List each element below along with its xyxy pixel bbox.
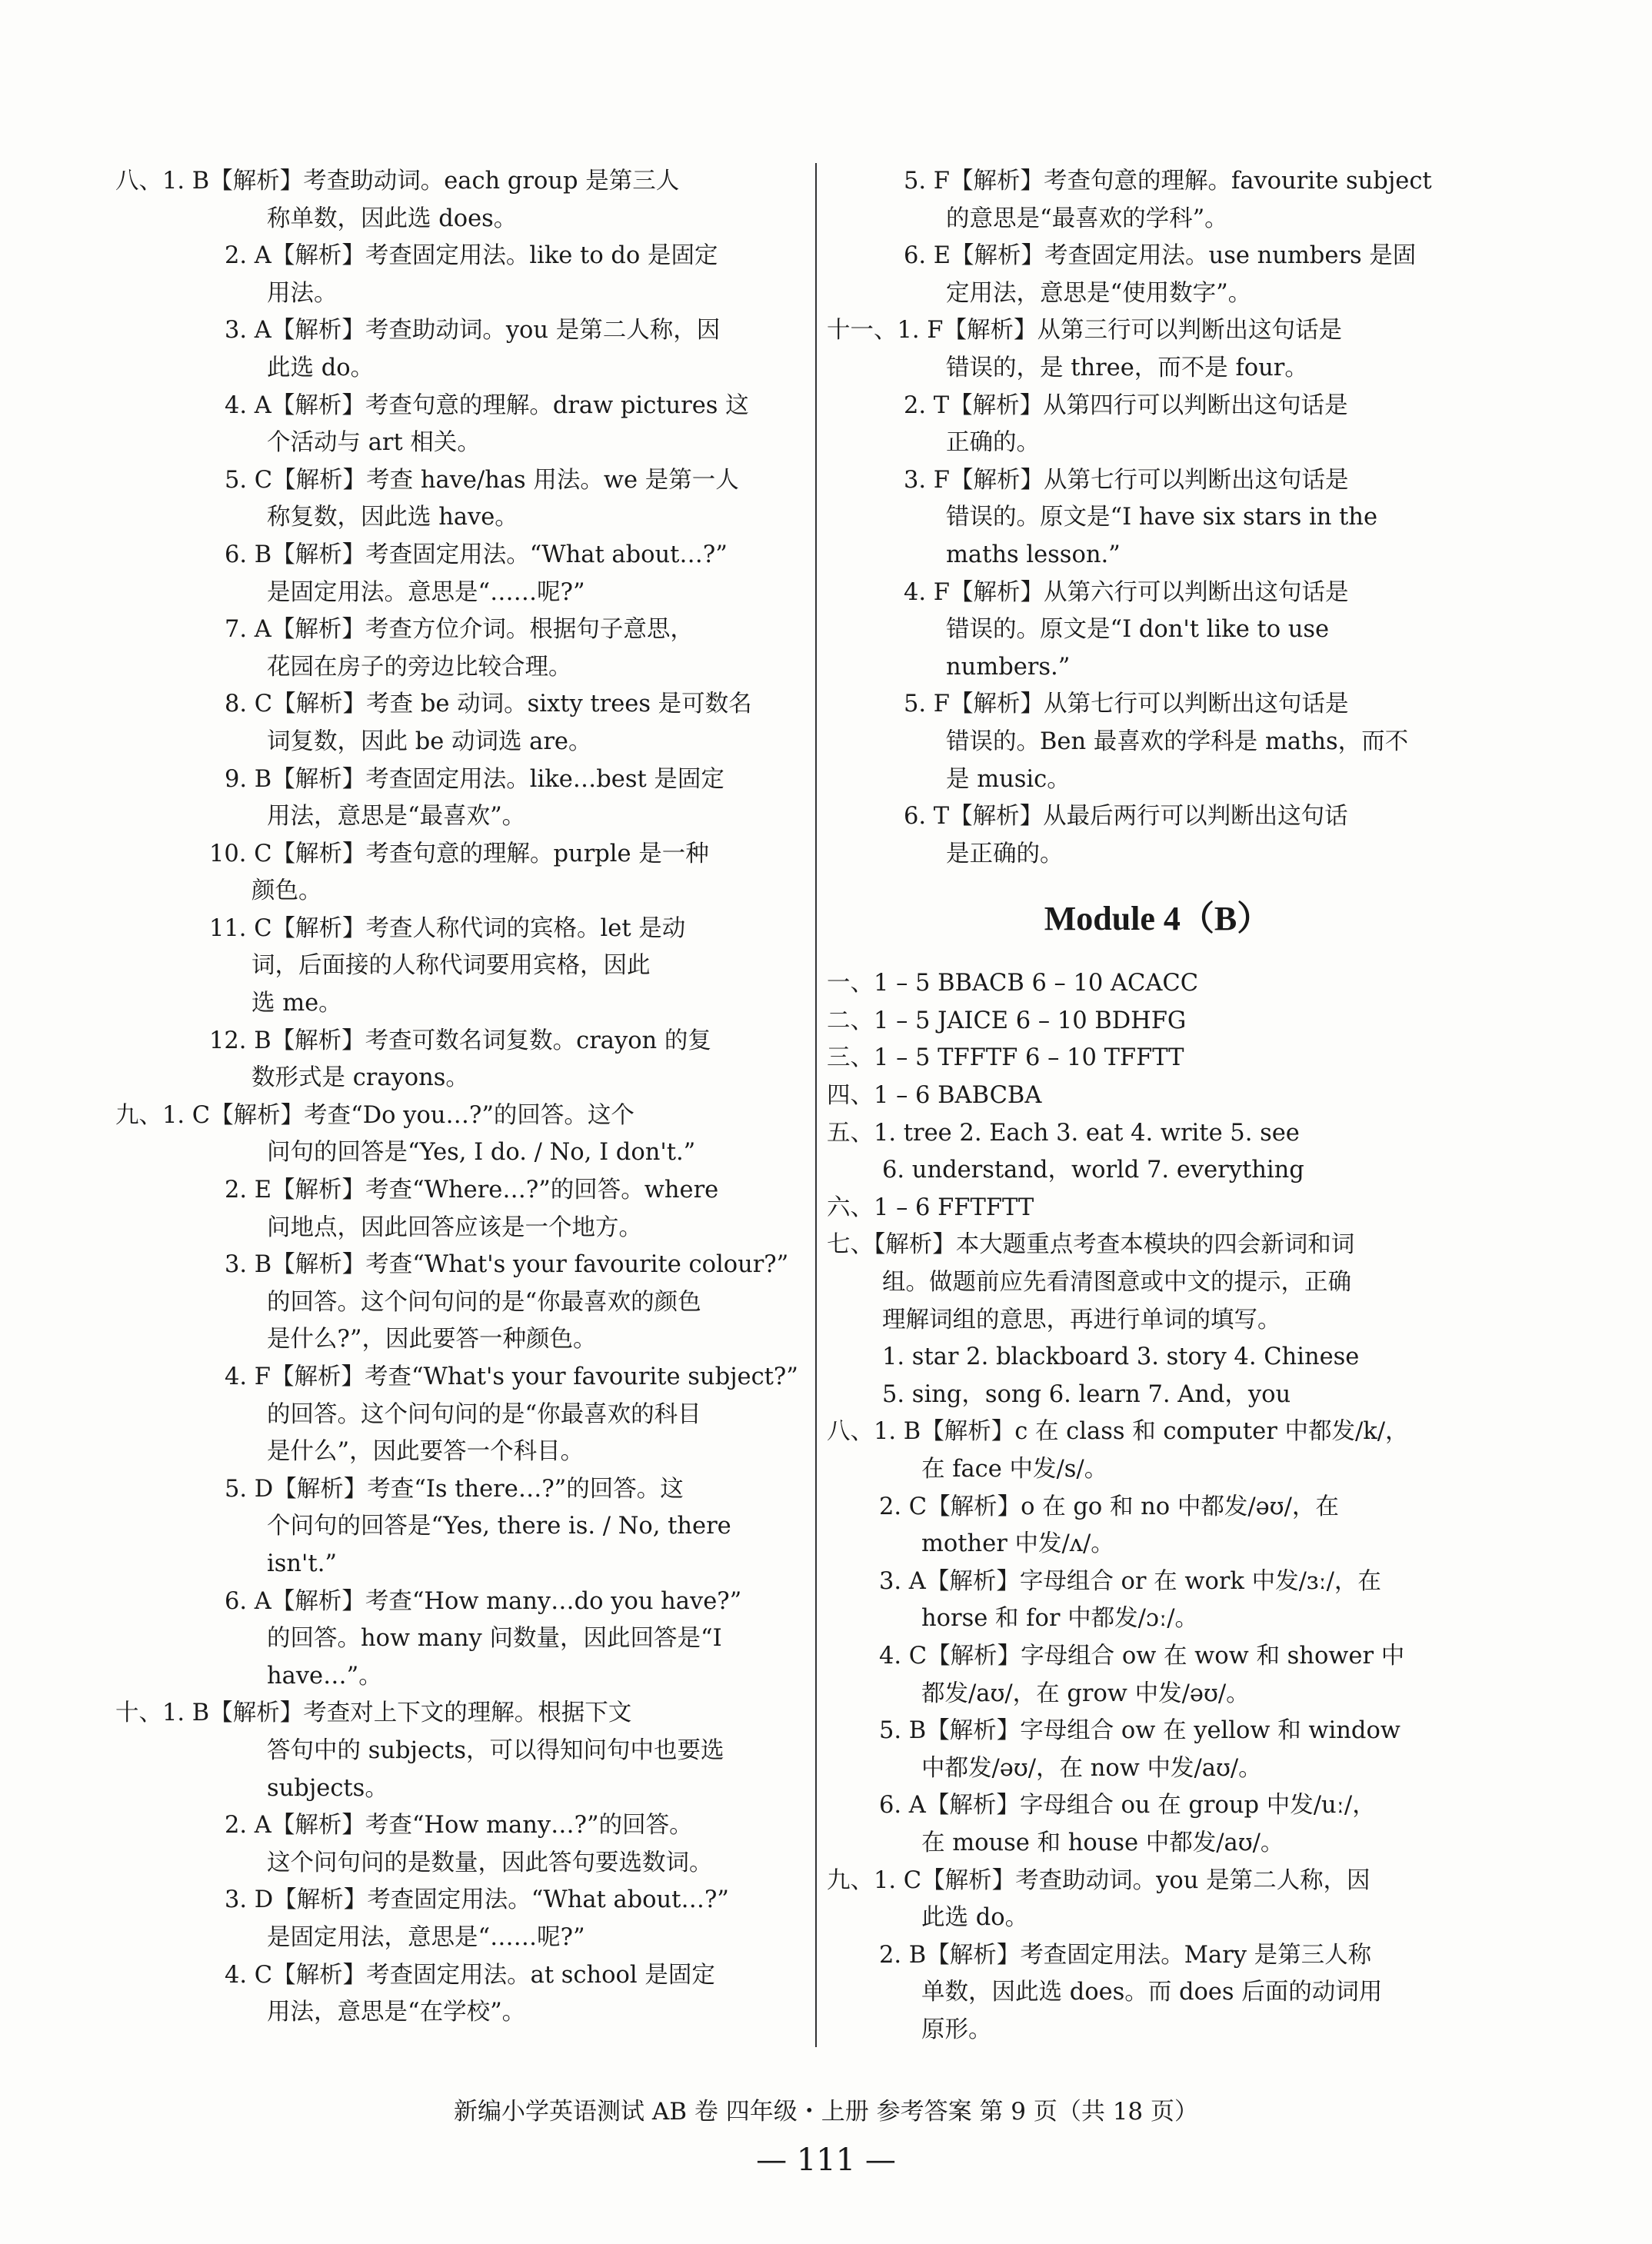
answer-line: 4. C【解析】字母组合 ow 在 wow 和 shower 中	[879, 1642, 1405, 1670]
answer-line: horse 和 for 中都发/ɔː/。	[921, 1605, 1199, 1633]
answer-line: 2. C【解析】o 在 go 和 no 中都发/əʊ/，在	[879, 1493, 1339, 1520]
answer-line: 用法。	[267, 279, 338, 307]
answers-continued	[827, 163, 1457, 873]
answer-line: 的回答。这个问句问的是“你最喜欢的科目	[267, 1400, 701, 1428]
answer-line: have…”。	[267, 1662, 382, 1690]
answer-line: 称复数，因此选 have。	[267, 504, 518, 531]
module-answers	[827, 965, 1457, 2049]
answer-line: 2. A【解析】考查“How many…?”的回答。	[225, 1812, 693, 1839]
answer-line: 数形式是 crayons。	[251, 1064, 469, 1092]
answer-line: 5. B【解析】字母组合 ow 在 yellow 和 window	[879, 1717, 1401, 1745]
answer-line: 错误的，是 three，而不是 four。	[946, 354, 1308, 381]
answer-line: 四、1 – 6 BABCBA	[827, 1082, 1042, 1110]
answer-line: 正确的。	[946, 429, 1040, 457]
answer-line: 3. D【解析】考查固定用法。“What about…?”	[225, 1886, 729, 1914]
page-number: — 111 —	[756, 2142, 896, 2178]
answer-line: 一、1 – 5 BBACB 6 – 10 ACACC	[827, 970, 1199, 997]
answer-line: 二、1 – 5 JAICE 6 – 10 BDHFG	[827, 1007, 1187, 1034]
answer-line: 6. understand，world 7. everything	[882, 1157, 1304, 1184]
answer-line: 4. C【解析】考查固定用法。at school 是固定	[225, 1961, 715, 1989]
answer-line: 十、1. B【解析】考查对上下文的理解。根据下文	[115, 1700, 632, 1727]
answer-line: 2. A【解析】考查固定用法。like to do 是固定	[225, 242, 718, 270]
answer-line: 7. A【解析】考查方位介词。根据句子意思，	[225, 616, 694, 644]
answer-line: 都发/aʊ/，在 grow 中发/əʊ/。	[921, 1680, 1250, 1707]
answer-line: 理解词组的意思，再进行单词的填写。	[882, 1306, 1281, 1333]
answer-line: 错误的。原文是“I have six stars in the	[946, 504, 1378, 531]
answer-line: maths lesson.”	[946, 541, 1121, 568]
answer-line: 在 face 中发/s/。	[921, 1456, 1108, 1483]
answer-line: 4. F【解析】从第六行可以判断出这句话是	[904, 578, 1349, 606]
answer-line: 12. B【解析】考查可数名词复数。crayon 的复	[209, 1027, 711, 1054]
answer-line: numbers.”	[946, 653, 1071, 681]
answer-line: 5. D【解析】考查“Is there…?”的回答。这	[225, 1475, 684, 1503]
answer-line: 称单数，因此选 does。	[267, 205, 518, 232]
answer-line: 组。做题前应先看清图意或中文的提示，正确	[882, 1269, 1351, 1297]
answer-line: 此选 do。	[267, 354, 375, 381]
answer-line: 6. A【解析】考查“How many…do you have?”	[225, 1587, 742, 1615]
answer-line: 八、1. B【解析】考查助动词。each group 是第三人	[115, 168, 680, 195]
answer-line: 错误的。Ben 最喜欢的学科是 maths，而不	[946, 727, 1409, 755]
left-column	[115, 163, 801, 2032]
answer-line: 是固定用法。意思是“……呢?”	[267, 578, 585, 606]
answer-line: 个活动与 art 相关。	[267, 429, 481, 457]
answer-line: 的回答。how many 问数量，因此回答是“I	[267, 1625, 722, 1653]
answer-line: subjects。	[267, 1774, 388, 1802]
answer-line: 9. B【解析】考查固定用法。like…best 是固定	[225, 765, 724, 793]
answer-line: 单数，因此选 does。而 does 后面的动词用	[921, 1979, 1383, 2006]
answer-line: 三、1 – 5 TFFTF 6 – 10 TFFTT	[827, 1044, 1184, 1072]
answer-line: 3. B【解析】考查“What's your favourite colour?”	[225, 1251, 789, 1279]
module-title: Module 4（B）	[1044, 900, 1271, 938]
answer-line: 的意思是“最喜欢的学科”。	[946, 205, 1228, 232]
answer-line: 5. sing，song 6. learn 7. And，you	[882, 1380, 1291, 1408]
answer-line: 个问句的回答是“Yes, there is. / No, there	[267, 1513, 731, 1540]
answer-line: 8. C【解析】考查 be 动词。sixty trees 是可数名	[225, 691, 752, 718]
answer-line: 问句的回答是“Yes, I do. / No, I don't.”	[267, 1139, 696, 1167]
answer-line: 2. T【解析】从第四行可以判断出这句话是	[904, 391, 1348, 419]
answer-line: 2. E【解析】考查“Where…?”的回答。where	[225, 1177, 719, 1204]
answer-line: 在 mouse 和 house 中都发/aʊ/。	[921, 1829, 1284, 1856]
answer-line: 是什么”，因此要答一个科目。	[267, 1438, 585, 1466]
answer-line: 2. B【解析】考查固定用法。Mary 是第三人称	[879, 1941, 1372, 1969]
answer-line: 3. A【解析】考查助动词。you 是第二人称，因	[225, 317, 721, 345]
answer-line: 原形。	[921, 2016, 992, 2043]
answer-line: 是正确的。	[946, 840, 1064, 867]
answer-line: mother 中发/ʌ/。	[921, 1530, 1114, 1558]
footer-text: 新编小学英语测试 AB 卷 四年级・上册 参考答案 第 9 页（共 18 页）	[453, 2098, 1199, 2126]
answer-line: 3. F【解析】从第七行可以判断出这句话是	[904, 466, 1349, 494]
right-column	[827, 163, 1457, 2049]
answer-line: 3. A【解析】字母组合 or 在 work 中发/ɜː/，在	[879, 1567, 1381, 1595]
answer-line: 词，后面接的人称代词要用宾格，因此	[251, 952, 651, 980]
answer-line: 答句中的 subjects，可以得知问句中也要选	[267, 1736, 724, 1764]
answer-line: 颜色。	[251, 877, 322, 905]
answer-line: 5. C【解析】考查 have/has 用法。we 是第一人	[225, 466, 739, 494]
answer-line: 4. F【解析】考查“What's your favourite subject?”	[225, 1363, 798, 1390]
answer-line: 1. star 2. blackboard 3. story 4. Chinese	[882, 1343, 1360, 1371]
answer-line: 6. B【解析】考查固定用法。“What about…?”	[225, 541, 728, 568]
column-divider	[815, 163, 817, 2047]
answer-line: 用法，意思是“在学校”。	[267, 1999, 526, 2026]
answer-line: 是固定用法，意思是“……呢?”	[267, 1923, 585, 1951]
answer-line: 是 music。	[946, 765, 1071, 793]
answer-line: 5. F【解析】从第七行可以判断出这句话是	[904, 691, 1349, 718]
answer-line: isn't.”	[267, 1550, 337, 1577]
answer-line: 选 me。	[251, 990, 342, 1017]
answer-line: 4. A【解析】考查句意的理解。draw pictures 这	[225, 391, 749, 419]
answer-line: 八、1. B【解析】c 在 class 和 computer 中都发/k/，	[827, 1418, 1409, 1446]
answer-line: 6. T【解析】从最后两行可以判断出这句话	[904, 803, 1348, 831]
answer-line: 用法，意思是“最喜欢”。	[267, 803, 526, 831]
answer-line: 六、1 – 6 FFTFTT	[827, 1194, 1034, 1221]
answer-line: 5. F【解析】考查句意的理解。favourite subject	[904, 168, 1432, 195]
answer-line: 定用法，意思是“使用数字”。	[946, 279, 1252, 307]
answer-line: 九、1. C【解析】考查助动词。you 是第二人称，因	[827, 1866, 1371, 1894]
answer-line: 中都发/əʊ/，在 now 中发/aʊ/。	[921, 1754, 1262, 1782]
answer-line: 七、【解析】本大题重点考查本模块的四会新词和词	[827, 1231, 1355, 1259]
answer-line: 错误的。原文是“I don't like to use	[946, 616, 1330, 644]
answer-line: 问地点，因此回答应该是一个地方。	[267, 1214, 642, 1241]
answer-line: 十一、1. F【解析】从第三行可以判断出这句话是	[827, 317, 1342, 345]
answer-line: 词复数，因此 be 动词选 are。	[267, 727, 592, 755]
answer-line: 这个问句问的是数量，因此答句要选数词。	[267, 1849, 713, 1876]
answer-line: 6. A【解析】字母组合 ou 在 group 中发/uː/，	[879, 1792, 1376, 1820]
answer-line: 九、1. C【解析】考查“Do you…?”的回答。这个	[115, 1101, 634, 1129]
answer-line: 10. C【解析】考查句意的理解。purple 是一种	[209, 840, 709, 867]
answer-line: 是什么?”，因此要答一种颜色。	[267, 1326, 597, 1353]
answer-line: 6. E【解析】考查固定用法。use numbers 是固	[904, 242, 1417, 270]
answer-line: 五、1. tree 2. Each 3. eat 4. write 5. see	[827, 1119, 1300, 1147]
answer-line: 11. C【解析】考查人称代词的宾格。let 是动	[209, 914, 686, 942]
answer-line: 花园在房子的旁边比较合理。	[267, 653, 572, 681]
answer-line: 此选 do。	[921, 1904, 1029, 1932]
answer-line: 的回答。这个问句问的是“你最喜欢的颜色	[267, 1288, 701, 1316]
